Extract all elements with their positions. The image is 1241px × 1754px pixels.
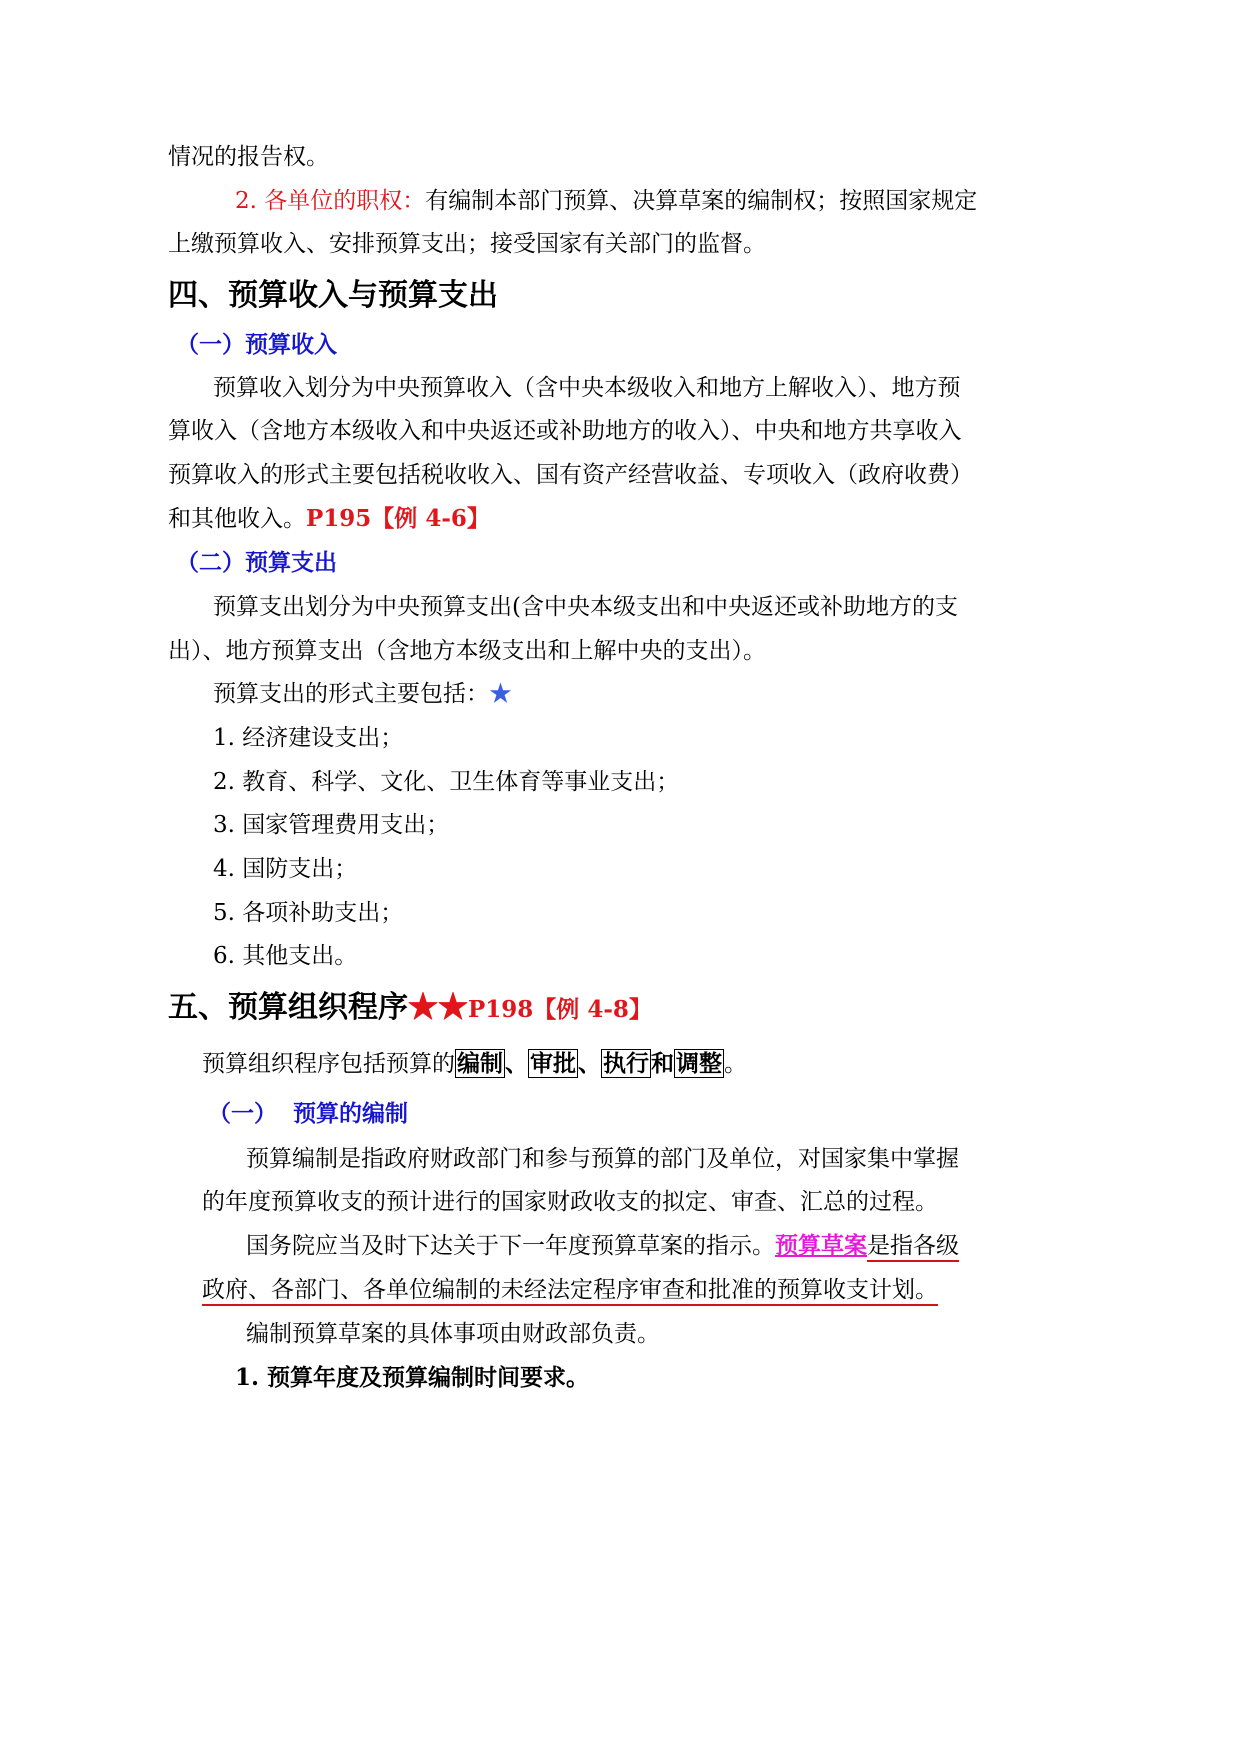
list-item: 1. 预算年度及预算编制时间要求。: [235, 1364, 590, 1391]
subsection-title: （一） 预算的编制: [208, 1100, 409, 1127]
paragraph-line: [168, 228, 766, 260]
section-heading: 四、预算收入与预算支出: [168, 278, 498, 313]
example-reference: P195【例 4-6】: [306, 505, 490, 532]
paragraph-line: [213, 678, 512, 710]
text: 。: [724, 1051, 747, 1077]
example-reference: P198【例 4-8】: [468, 996, 652, 1023]
text: 有编制本部门预算、决算草案的编制权；按照国家规定: [425, 188, 978, 214]
subsection-title: （二）预算支出: [176, 549, 337, 576]
paragraph-line: 预算收入的形式主要包括税收收入、国有资产经营收益、专项收入（政府收费）: [168, 462, 973, 488]
paragraph-line: [168, 503, 490, 535]
list-item: 4. 国防支出；: [213, 856, 358, 882]
paragraph-line: 的年度预算收支的预计进行的国家财政收支的拟定、审查、汇总的过程。: [202, 1189, 938, 1215]
definition-text: 是指各级: [867, 1233, 959, 1262]
paragraph-line: 算收入（含地方本级收入和中央返还或补助地方的收入）、中央和地方共享收入: [168, 418, 962, 444]
star-icon: ★: [489, 681, 512, 707]
text: 情况的报告权。: [168, 144, 329, 170]
list-item: 1. 经济建设支出；: [213, 725, 404, 751]
paragraph-line: 预算编制是指政府财政部门和参与预算的部门及单位，对国家集中掌握: [246, 1146, 959, 1172]
separator: 和: [651, 1050, 674, 1077]
text: 预算组织程序包括预算的: [202, 1051, 455, 1077]
list-item: 2. 教育、科学、文化、卫生体育等事业支出；: [213, 769, 680, 795]
separator: 、: [505, 1050, 528, 1077]
text: 预算支出的形式主要包括：: [213, 681, 489, 707]
text: 上缴预算收入、安排预算支出；接受国家有关部门的监督。: [168, 231, 766, 257]
paragraph-line: 出）、地方预算支出（含地方本级支出和上解中央的支出）。: [168, 638, 766, 664]
item-label: 2. 各单位的职权：: [235, 188, 426, 214]
keyword-box: 执行: [603, 1050, 649, 1077]
paragraph-line: 预算支出划分为中央预算支出(含中央本级支出和中央返还或补助地方的支: [213, 594, 958, 620]
paragraph-line: [168, 141, 329, 173]
definition-text: 政府、各部门、各单位编制的未经法定程序审查和批准的预算收支计划。: [202, 1277, 938, 1306]
paragraph-line: 预算收入划分为中央预算收入（含中央本级收入和地方上解收入）、地方预: [213, 375, 961, 401]
paragraph-line: [202, 1274, 938, 1306]
separator: 、: [578, 1050, 601, 1077]
section-heading: [168, 988, 652, 1030]
keyword-box: 编制: [457, 1050, 503, 1077]
paragraph-line: [246, 1230, 959, 1262]
star-icon: ★★: [408, 990, 468, 1025]
list-item: 6. 其他支出。: [213, 943, 358, 969]
list-item: 5. 各项补助支出；: [213, 900, 404, 926]
list-item: 3. 国家管理费用支出；: [213, 812, 450, 838]
text: 国务院应当及时下达关于下一年度预算草案的指示。: [246, 1233, 775, 1259]
defined-term: 预算草案: [775, 1232, 867, 1259]
text: 和其他收入。: [168, 506, 306, 532]
paragraph-line: [202, 1048, 747, 1080]
subsection-title: （一）预算收入: [176, 331, 337, 358]
keyword-box: 调整: [676, 1050, 722, 1077]
keyword-box: 审批: [530, 1050, 576, 1077]
paragraph-line: 编制预算草案的具体事项由财政部负责。: [246, 1321, 660, 1347]
heading-text: 五、预算组织程序: [168, 990, 408, 1025]
paragraph-line: [235, 185, 977, 217]
